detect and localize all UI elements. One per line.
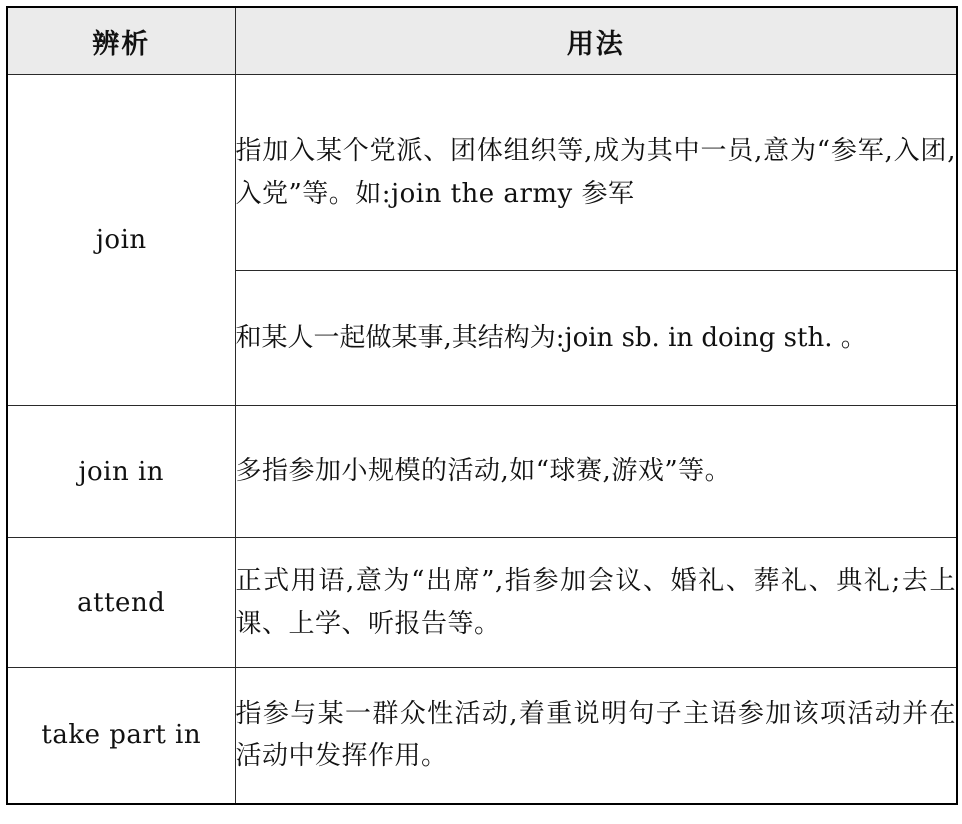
usage-text: 指参与某一群众性活动,着重说明句子主语参加该项活动并在活动中发挥作用。 <box>235 699 956 772</box>
usage-text: 和某人一起做某事,其结构为:join sb. in doing sth. 。 <box>235 322 867 353</box>
usage-text: 正式用语,意为“出席”,指参加会议、婚礼、葬礼、典礼;去上课、上学、听报告等。 <box>235 566 956 639</box>
column-header-term: 辨析 <box>7 7 235 75</box>
usage-text: 多指参加小规模的活动,如“球赛,游戏”等。 <box>235 456 732 487</box>
term-cell-join: join <box>7 75 235 406</box>
term-cell-join-in: join in <box>7 406 235 538</box>
column-header-usage: 用法 <box>235 7 957 75</box>
term-cell-attend: attend <box>7 538 235 668</box>
table-row <box>7 406 957 538</box>
table-row <box>7 75 957 271</box>
table-header <box>7 7 957 75</box>
usage-cell-join-1 <box>235 75 957 271</box>
usage-cell-attend <box>235 538 957 668</box>
usage-cell-take-part-in <box>235 668 957 804</box>
table-row <box>7 668 957 804</box>
table-body <box>7 75 957 804</box>
table-row <box>7 538 957 668</box>
table-header-row <box>7 7 957 75</box>
word-usage-table <box>6 6 958 805</box>
usage-cell-join-in <box>235 406 957 538</box>
usage-text: 指加入某个党派、团体组织等,成为其中一员,意为“参军,入团,入党”等。如:join the army 参军 <box>235 136 956 209</box>
term-cell-take-part-in: take part in <box>7 668 235 804</box>
usage-cell-join-2 <box>235 271 957 406</box>
